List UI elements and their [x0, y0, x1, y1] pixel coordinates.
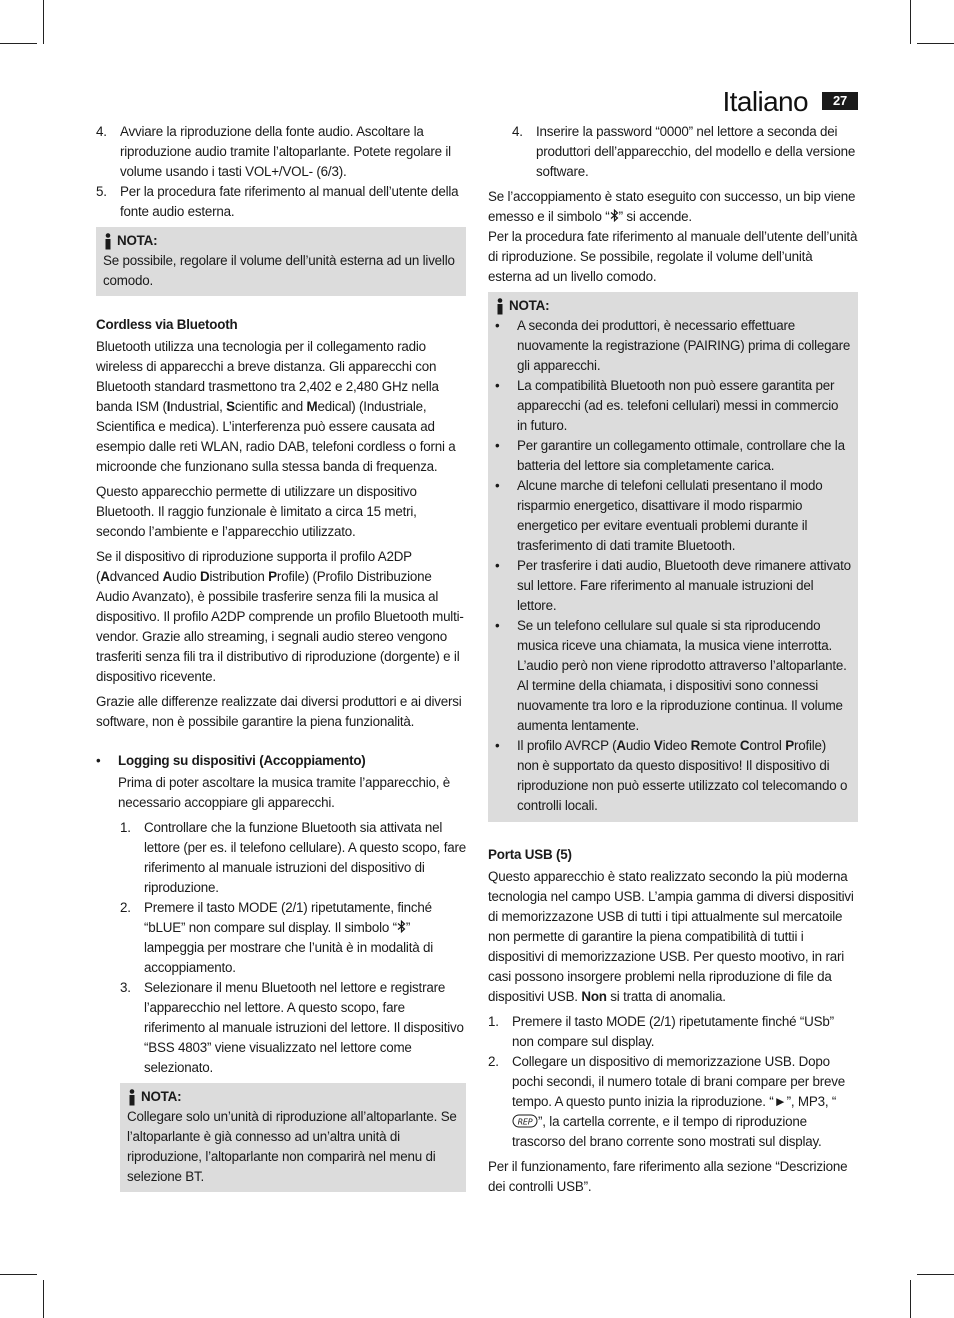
- note-header: [127, 1087, 459, 1107]
- note-header: [495, 296, 851, 316]
- paragraph: Per la procedura fate riferimento al manuale dell’utente dell’unità di riproduzione. Se possibile, regolate il volume dell’unità esterna ad un livello comodo.: [488, 229, 858, 284]
- note-bullet-list: [495, 316, 851, 816]
- svg-text:REP: REP: [517, 1117, 533, 1127]
- info-icon: [495, 298, 505, 315]
- note-box: [96, 227, 466, 296]
- list-item: • Per trasferire i dati audio, Bluetooth deve rimanere attivato sul lettore. Fare riferimento al manuale istruzioni del lettore.: [495, 558, 851, 613]
- list-item: 2. Collegare un dispositivo di memorizzazione USB. Dopo pochi secondi, il numero totale di brani compare per breve tempo. A questo punto inizia la riproduzione. “►”, MP3, “ REP ”, la cartella corrente, e il tempo di riproduzione trascorso del brano corrente sono mostrati sul display.: [488, 1054, 846, 1149]
- paragraph: Questo apparecchio permette di utilizzare un dispositivo Bluetooth. Il raggio funzionale è limitato a circa 15 metri, secondo l’ambiente e l’apparecchio utilizzato.: [96, 484, 417, 539]
- crop-mark: [917, 43, 954, 44]
- list-item: • Il profilo AVRCP (Audio Video Remote Control Profile) non è supportato da questo dispositivo! Il dispositivo di riproduzione non può esserte utilizzato col telecomando o controlli locali.: [495, 738, 848, 813]
- paragraph: Bluetooth utilizza una tecnologia per il collegamento radio wireless di apparecchi a breve distanza. Gli apparecchi con Bluetooth standard trasmettono tra 2,402 e 2,480 GHz nella banda ISM (Industrial, Scientific and Medical) (Industriale, Scientifica e medica). L’interferenza può essere causata ad esempio dalle reti WLAN, radio DAB, telefoni cordless o forni a microonde che funzionano sulla stessa banda di frequenza.: [96, 339, 456, 474]
- bullet: •: [96, 753, 101, 768]
- list-item: [96, 751, 466, 813]
- paragraph: Questo apparecchio è stato realizzato secondo la più moderna tecnologia nel campo USB. L’ampia gamma di diversi dispositivi di memorizzazone USB di tutti i tipi attualmente sul mercatoile non permette di garantire la piena compatibilità di tuttii i dispositivi di memorizzazione USB. Per questo mootivo, in rari casi possono insorgere problemi nella riproduzione di file da dispositivi USB. Non si tratta di anomalia.: [488, 869, 854, 1004]
- list-item: • Se un telefono cellulare sul quale si sta riproducendo musica riceve una chiamata, la musica viene interrotta. L’audio però non viene riprodotto attraverso l’altoparlante. Al termine della chiamata, i dispositivi sono connessi nuovamente tra loro e la riproduzione continua. Il volume aumenta lentamente.: [495, 618, 847, 733]
- crop-mark: [0, 1274, 37, 1275]
- bluetooth-icon: [397, 920, 406, 933]
- repeat-icon: [512, 1114, 538, 1128]
- pairing-steps-list: [120, 818, 466, 1078]
- list-item: 3. Selezionare il menu Bluetooth nel lettore e registrare l’apparecchio nel lettore. A questo scopo, fare riferimento al manuale istruzioni del lettore. Il dispositivo “BSS 4803” viene visualizzato nel lettore come selezionato.: [120, 980, 464, 1075]
- list-item: 4. Avviare la riproduzione della fonte audio. Ascoltare la riproduzione audio tramite l’altoparlante. Potete regolare il volume usando i tasti VOL+/VOL- (6/3).: [96, 124, 451, 179]
- pairing-bullet-list: [96, 751, 466, 813]
- note-header: [103, 231, 459, 251]
- note-label: NOTA:: [141, 1089, 182, 1104]
- crop-mark: [910, 0, 911, 44]
- steps-top-list: [96, 122, 466, 222]
- right-column: [488, 122, 858, 1202]
- list-item: • Alcune marche di telefoni cellulati presentano il modo risparmio energetico, disattivare il modo risparmio energetico per evitare eventuali problemi durante il trasferimento di dati tramite Bluetooth.: [495, 478, 823, 553]
- paragraph: Prima di poter ascoltare la musica tramite l’apparecchio, è necessario accoppiare gli apparecchi.: [118, 775, 451, 810]
- paragraph: Se il dispositivo di riproduzione supporta il profilo A2DP (Advanced Audio Distribution Profile) (Profilo Distribuzione Audio Avanzato), è possibile trasferire senza fili la musica al dispositivo. Il profilo A2DP comprende un profilo Bluetooth multi-vendor. Grazie allo streaming, i segnali audio stereo vengono trasferiti senza fili tra il distributivo di riproduzione (dorgente) e il dispositivo ricevente.: [96, 549, 464, 684]
- page-language-title: Italiano: [722, 86, 808, 117]
- note-label: NOTA:: [509, 298, 550, 313]
- section-heading: Porta USB (5): [488, 847, 572, 862]
- note-label: NOTA:: [117, 233, 158, 248]
- info-icon: [103, 233, 113, 250]
- info-icon: [127, 1089, 137, 1106]
- crop-mark: [43, 1280, 44, 1318]
- note-text: Se possibile, regolare il volume dell’unità esterna ad un livello comodo.: [103, 253, 455, 288]
- list-item: 1. Controllare che la funzione Bluetooth sia attivata nel lettore (per es. il telefono cellulare). A questo scopo, fare riferimento al manuale istruzioni del dispositivo di riproduzione.: [120, 820, 467, 895]
- note-box: [488, 292, 858, 822]
- list-item: 2. Premere il tasto MODE (2/1) ripetutamente, finché “bLUE” non compare sul display. Il simbolo “ ” lampeggia per mostrare che l’unità è in modalità di accoppiamento.: [120, 900, 434, 975]
- crop-mark: [43, 0, 44, 44]
- list-item: 4. Inserire la password “0000” nel lettore a seconda dei produttori dell’apparecchio, del modello e della versione software.: [512, 124, 856, 179]
- note-box: [120, 1083, 466, 1192]
- steps-list: [512, 122, 858, 182]
- subsection-heading: Logging su dispositivi (Accoppiamento): [118, 753, 366, 768]
- crop-mark: [917, 1274, 954, 1275]
- list-item: 5. Per la procedura fate riferimento al manual dell’utente della fonte audio esterna.: [96, 184, 459, 219]
- bluetooth-icon: [610, 209, 619, 222]
- list-item: • Per garantire un collegamento ottimale, controllare che la batteria del lettore sia completamente carica.: [495, 438, 845, 473]
- crop-mark: [910, 1280, 911, 1318]
- play-icon: ►: [773, 1094, 787, 1109]
- note-text: Collegare solo un’unità di riproduzione all’altoparlante. Se l’altoparlante è già connesso ad un’altra unità di riproduzione, l’altoparlante non comparirà nel menu di selezione BT.: [127, 1109, 457, 1184]
- section-heading: Cordless via Bluetooth: [96, 317, 238, 332]
- paragraph: Se l’accoppiamento è stato eseguito con successo, un bip viene emesso e il simbolo “ ” si accende.: [488, 189, 856, 224]
- usb-steps-list: [488, 1012, 858, 1152]
- page-number: 27: [822, 92, 858, 110]
- paragraph: Per il funzionamento, fare riferimento alla sezione “Descrizione dei controlli USB”.: [488, 1159, 848, 1194]
- list-item: • A seconda dei produttori, è necessario effettuare nuovamente la registrazione (PAIRING) prima di collegare gli apparecchi.: [495, 318, 851, 373]
- paragraph: Grazie alle differenze realizzate dai diversi produttori e ai diversi software, non è possibile garantire la piena funzionalità.: [96, 694, 462, 729]
- list-item: 1. Premere il tasto MODE (2/1) ripetutamente finché “USb” non compare sul display.: [488, 1014, 834, 1049]
- left-column: [96, 122, 466, 1197]
- list-item: • La compatibilità Bluetooth non può essere garantita per apparecchi (ad es. telefoni cellulari) messi in commercio in futuro.: [495, 378, 839, 433]
- crop-mark: [0, 43, 37, 44]
